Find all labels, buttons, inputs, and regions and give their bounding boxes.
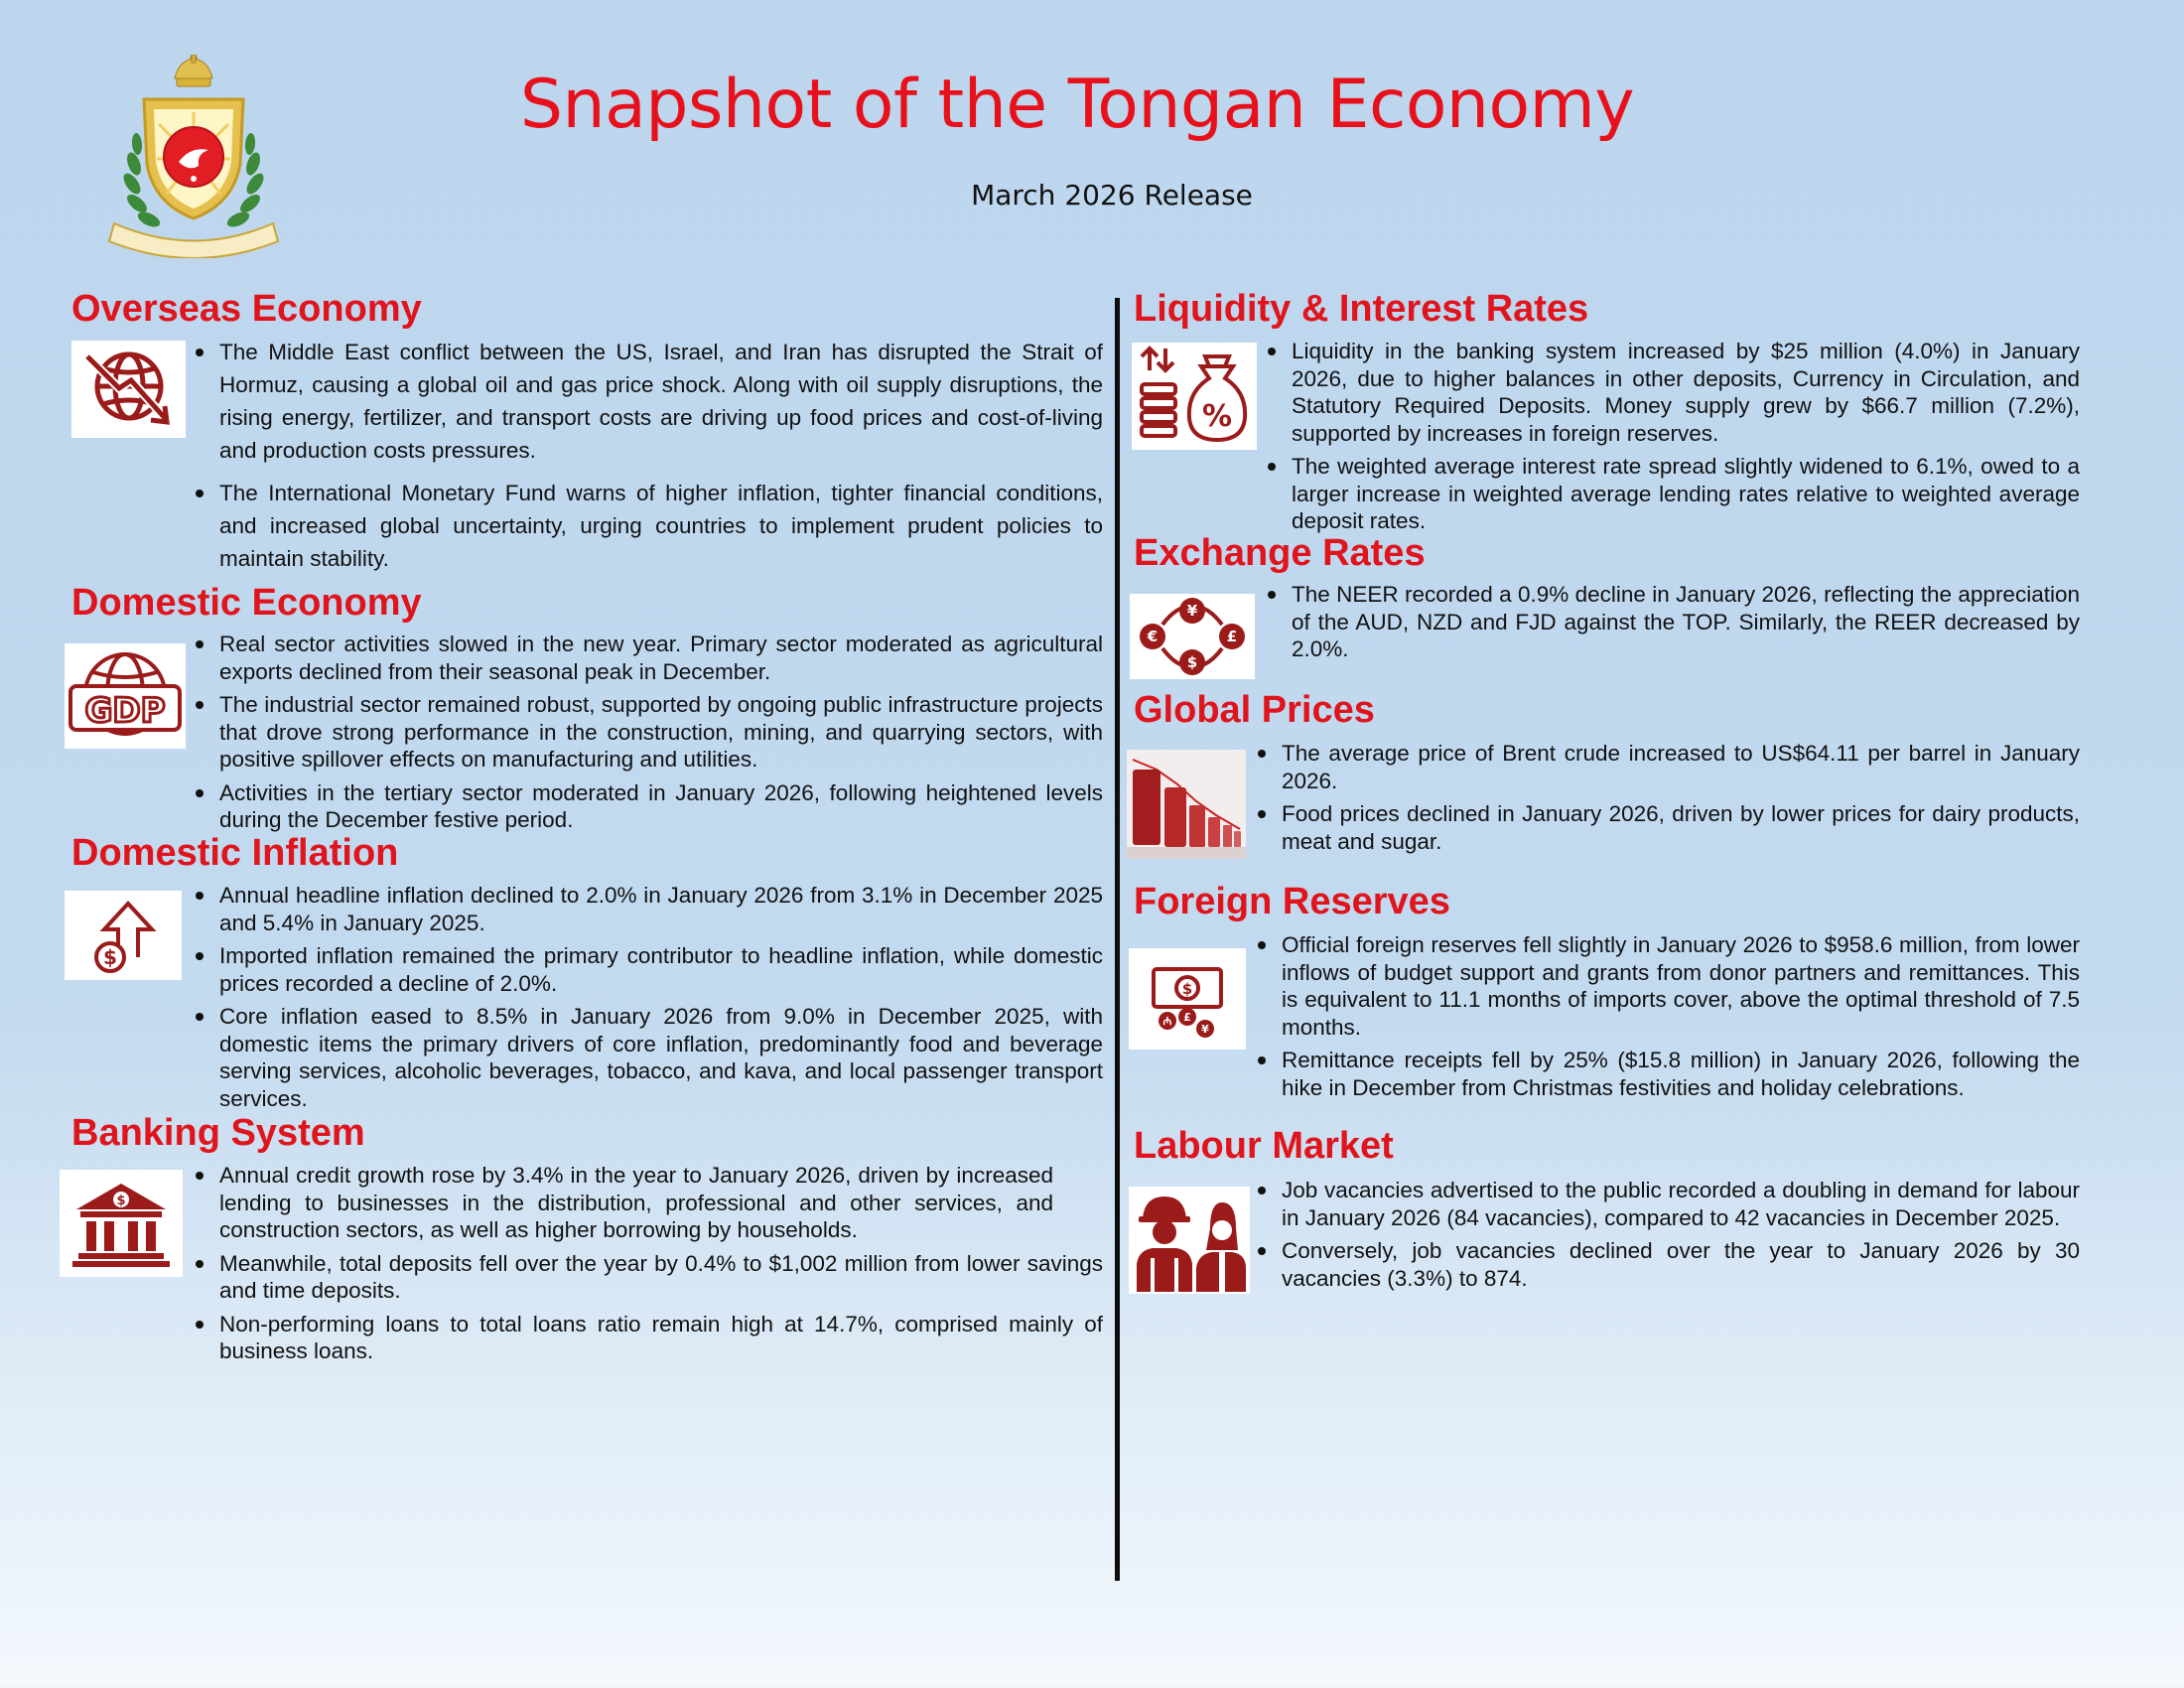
release-date: March 2026 Release [971,179,1253,211]
list-item: Core inflation eased to 8.5% in January 2026 from 9.0% in December 2025, with domestic items the primary drivers of core inflation, predominantly food and beverage serving services, alcoholic beverages, tobacco, and kava, and local passenger transport services. [194,1003,1103,1112]
list-item: The weighted average interest rate spread slightly widened to 6.1%, owed to a larger increase in weighted average lending rates relative to weighted average deposit rates. [1266,453,2080,535]
svg-text:¥: ¥ [1201,1023,1209,1036]
bank-building-icon [60,1170,183,1277]
labour-market-list [1256,1177,2080,1298]
oil-barrels-icon [1127,750,1246,859]
banking-system-heading: Banking System [71,1112,365,1154]
list-item: Liquidity in the banking system increased by $25 million (4.0%) in January 2026, due to higher balances in other deposits, Currency in Circulation, and Statutory Required Deposits. Money supply grew by $66.7 million (7.2%), supported by increases in foreign reserves. [1266,338,2080,447]
liquidity-list [1266,338,2080,541]
overseas-economy-list [194,336,1103,585]
domestic-inflation-heading: Domestic Inflation [71,832,399,874]
overseas-economy-heading: Overseas Economy [71,288,422,330]
list-item: Annual headline inflation declined to 2.0% in January 2026 from 3.1% in December 2025 and 5.4% in January 2025. [194,882,1103,936]
domestic-economy-list [194,631,1103,840]
foreign-reserves-heading: Foreign Reserves [1134,881,1450,922]
foreign-reserves-list [1256,931,2080,1107]
list-item: The NEER recorded a 0.9% decline in January 2026, reflecting the appreciation of the AUD, NZD and FJD against the TOP. Similarly, the REER decreased by 2.0%. [1266,581,2080,663]
list-item: Non-performing loans to total loans ratio remain high at 14.7%, comprised mainly of business loans. [194,1311,1103,1365]
currency-exchange-icon [1130,594,1255,679]
svg-text:£: £ [1226,628,1238,645]
list-item: Meanwhile, total deposits fell over the year by 0.4% to $1,002 million from lower savings and time deposits. [194,1250,1103,1305]
exchange-rates-list [1266,581,2080,669]
domestic-economy-heading: Domestic Economy [71,582,422,624]
svg-text:$: $ [116,1194,126,1208]
svg-text:₼: ₼ [1162,1015,1172,1028]
list-item: Official foreign reserves fell slightly in January 2026 to $958.6 million, from lower inflows of budget support and grants from donor partners and remittances. This is equivalent to 11.1 months of imports cover, above the optimal threshold of 7.5 months. [1256,931,2080,1041]
svg-text:¥: ¥ [1186,602,1198,620]
page-title: Snapshot of the Tongan Economy [519,66,1635,144]
list-item: The Middle East conflict between the US, Israel, and Iran has disrupted the Strait of Hormuz, causing a global oil and gas price shock. Along with oil supply disruptions, the rising energy, fertilizer, and transport costs are driving up food prices and cost-of-living and production costs pressures. [194,336,1103,467]
global-prices-heading: Global Prices [1134,689,1375,731]
list-item: The average price of Brent crude increased to US$64.11 per barrel in January 2026. [1256,740,2080,794]
globe-down-arrow-icon [71,341,186,438]
svg-text:$: $ [103,945,117,969]
exchange-rates-heading: Exchange Rates [1134,532,1426,574]
svg-text:$: $ [1186,653,1198,671]
banknote-coins-icon [1129,948,1246,1050]
column-divider [1115,298,1120,1581]
list-item: Remittance receipts fell by 25% ($15.8 million) in January 2026, following the hike in December from Christmas festivities and holiday celebrations. [1256,1047,2080,1101]
list-item: Conversely, job vacancies declined over the year to January 2026 by 30 vacancies (3.3%) to 874. [1256,1237,2080,1292]
list-item: Real sector activities slowed in the new year. Primary sector moderated as agricultural exports declined from their seasonal peak in December. [194,631,1103,685]
labour-market-heading: Labour Market [1134,1125,1394,1167]
list-item: Food prices declined in January 2026, driven by lower prices for dairy products, meat and sugar. [1256,800,2080,855]
banking-system-list [194,1162,1103,1371]
liquidity-heading: Liquidity & Interest Rates [1134,288,1589,330]
global-prices-list [1256,740,2080,861]
list-item: Annual credit growth rose by 3.4% in the year to January 2026, driven by increased lending to businesses in the distribution, professional and other services, and construction sectors, as well as higher borrowing by households. [194,1162,1103,1244]
svg-text:GDP: GDP [84,691,166,731]
svg-text:€: € [1147,628,1159,645]
svg-text:%: % [1201,399,1233,434]
list-item: The industrial sector remained robust, supported by ongoing public infrastructure projects that drove strong performance in the construction, mining, and quarrying sectors, with positive spillover effects on manufacturing and utilities. [194,691,1103,774]
domestic-inflation-list [194,882,1103,1118]
dollar-up-arrow-icon [65,891,182,980]
svg-text:£: £ [1183,1011,1191,1024]
money-bag-percent-icon [1132,343,1257,450]
list-item: Job vacancies advertised to the public recorded a doubling in demand for labour in January 2026 (84 vacancies), compared to 42 vacancies in December 2025. [1256,1177,2080,1231]
list-item: Activities in the tertiary sector moderated in January 2026, following heightened levels during the December festive period. [194,779,1103,834]
workers-icon [1129,1187,1250,1294]
gdp-globe-icon [65,643,186,749]
list-item: The International Monetary Fund warns of higher inflation, tighter financial conditions, and increased global uncertainty, urging countries to implement prudent policies to maintain stability. [194,477,1103,575]
list-item: Imported inflation remained the primary contributor to headline inflation, while domestic prices recorded a decline of 2.0%. [194,942,1103,997]
svg-text:$: $ [1181,980,1193,998]
